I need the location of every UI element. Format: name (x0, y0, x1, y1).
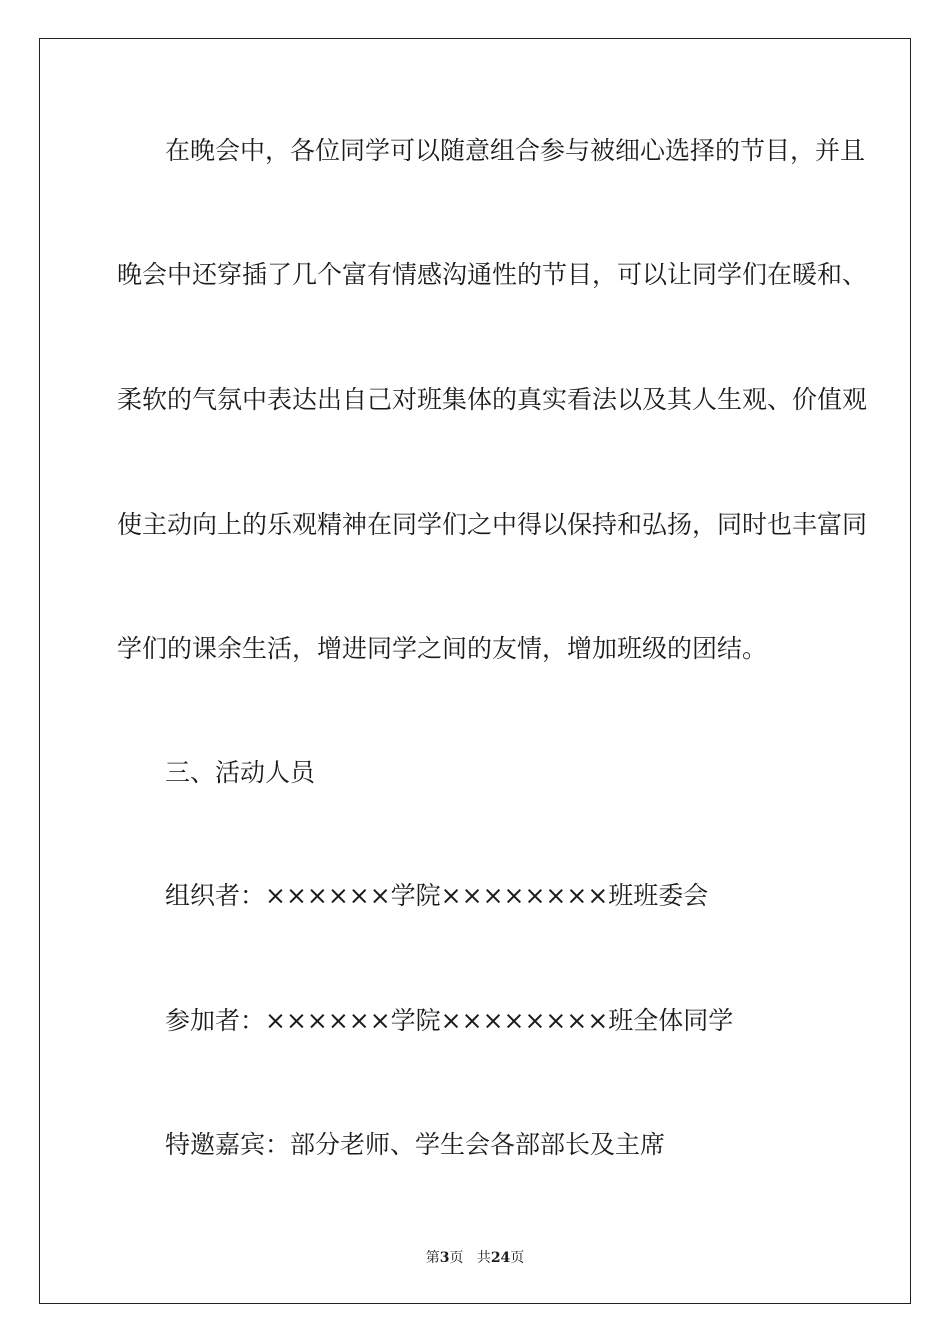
paragraph-line: 学们的课余生活，增进同学之间的友情，增加班级的团结。 (117, 634, 768, 663)
page-border (39, 38, 911, 1304)
page-footer (0, 1249, 950, 1267)
section-heading: 三、活动人员 (165, 758, 316, 787)
footer-total-pages: 24 (490, 1250, 511, 1266)
footer-page-number: 3 (439, 1250, 450, 1266)
paragraph-line: 柔软的气氛中表达出自己对班集体的真实看法以及其人生观、价值观 (117, 385, 868, 414)
footer-total-suffix: 页 (510, 1250, 525, 1266)
guests-line: 特邀嘉宾：部分老师、学生会各部部长及主席 (165, 1130, 666, 1159)
footer-page-suffix: 页 (449, 1250, 464, 1266)
paragraph-line: 在晚会中，各位同学可以随意组合参与被细心选择的节目，并且 (165, 136, 866, 165)
footer-total-prefix: 共 (476, 1250, 491, 1266)
attendees-line: 参加者：××××××学院××××××××班全体同学 (165, 1006, 734, 1035)
organizer-line: 组织者：××××××学院××××××××班班委会 (165, 881, 709, 910)
paragraph-line: 使主动向上的乐观精神在同学们之中得以保持和弘扬，同时也丰富同 (117, 510, 868, 539)
footer-page-prefix: 第 (425, 1250, 440, 1266)
paragraph-line: 晚会中还穿插了几个富有情感沟通性的节目，可以让同学们在暖和、 (117, 260, 868, 289)
